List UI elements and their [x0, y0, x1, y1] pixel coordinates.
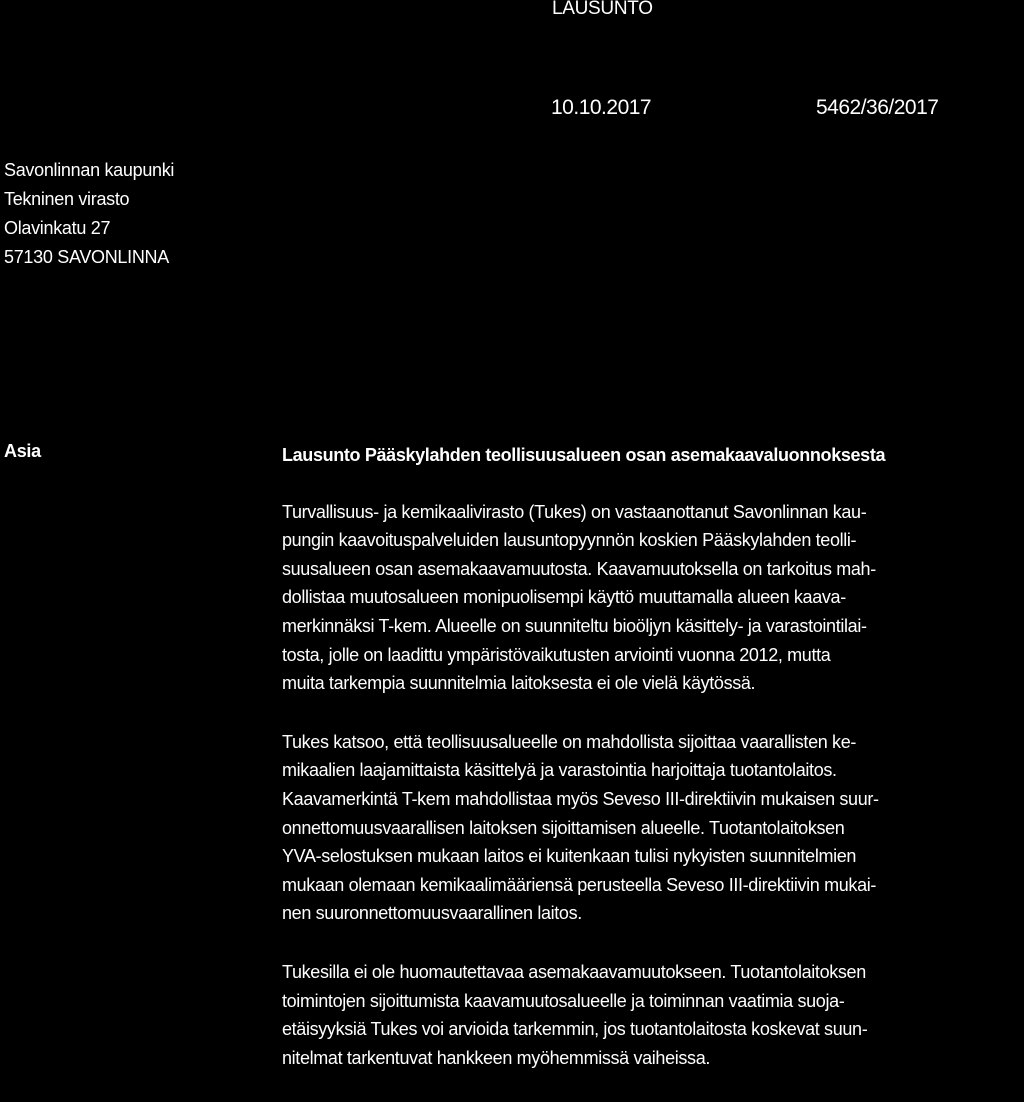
document-date: 10.10.2017 [551, 96, 652, 119]
recipient-line: 57130 SAVONLINNA [4, 247, 169, 267]
reference-number: 5462/36/2017 [816, 96, 939, 119]
paragraph-line: tosta, jolle on laadittu ympäristövaikutusten arviointi vuonna 2012, mutta [282, 644, 831, 665]
letter-body [282, 441, 1022, 1102]
paragraph-line: dollistaa muutosalueen monipuolisempi käyttö muuttamalla alueen kaava- [282, 587, 846, 608]
paragraph-line: YVA-selostuksen mukaan laitos ei kuitenkaan tulisi nykyisten suunnitelmien [282, 846, 857, 867]
paragraph-line: Turvallisuus- ja kemikaalivirasto (Tukes) on vastaanottanut Savonlinnan kau- [282, 501, 867, 522]
paragraph [282, 728, 1022, 928]
paragraph-line: mukaan olemaan kemikaalimääriensä perusteella Seveso III-direktiivin mukai- [282, 874, 877, 895]
paragraph-line: onnettomuusvaarallisen laitoksen sijoittamisen alueelle. Tuotantolaitoksen [282, 817, 845, 838]
paragraph-line: nitelmat tarkentuvat hankkeen myöhemmissä vaiheissa. [282, 1047, 711, 1068]
recipient-line: Tekninen virasto [4, 189, 130, 209]
recipient-line: Savonlinnan kaupunki [4, 160, 175, 180]
subject-label: Asia [4, 441, 41, 461]
paragraph-line: merkinnäksi T-kem. Alueelle on suunniteltu bioöljyn käsittely- ja varastointilai- [282, 615, 867, 636]
paragraph-line: mikaalien laajamittaista käsittelyä ja varastointia harjoittaja tuotantolaitos. [282, 760, 837, 781]
subject-heading: Lausunto Pääskylahden teollisuusalueen osan asemakaavaluonnoksesta [282, 445, 886, 465]
paragraph-line: Tukesilla ei ole huomautettavaa asemakaavamuutokseen. Tuotantolaitoksen [282, 961, 866, 982]
paragraph-line: Kaavamerkintä T-kem mahdollistaa myös Seveso III-direktiivin mukaisen suur- [282, 788, 879, 809]
paragraph [282, 498, 1022, 698]
paragraph [282, 958, 1022, 1072]
paragraph-line: Tukes katsoo, että teollisuusalueelle on mahdollista sijoittaa vaarallisten ke- [282, 731, 857, 752]
recipient-address [4, 156, 174, 272]
recipient-line: Olavinkatu 27 [4, 218, 111, 238]
document-type: LAUSUNTO [552, 0, 653, 19]
paragraph-line: muita tarkempia suunnitelmia laitoksesta ei ole vielä käytössä. [282, 673, 756, 694]
paragraph-line: etäisyyksiä Tukes voi arvioida tarkemmin, jos tuotantolaitosta koskevat suun- [282, 1019, 868, 1040]
paragraph-line: suusalueen osan asemakaavamuutosta. Kaavamuutoksella on tarkoitus mah- [282, 558, 876, 579]
paragraph-line: toimintojen sijoittumista kaavamuutosalueelle ja toiminnan vaatimia suoja- [282, 990, 845, 1011]
paragraph-line: pungin kaavoituspalveluiden lausuntopyynnön koskien Pääskylahden teolli- [282, 530, 857, 551]
paragraph-line: nen suuronnettomuusvaarallinen laitos. [282, 903, 582, 924]
